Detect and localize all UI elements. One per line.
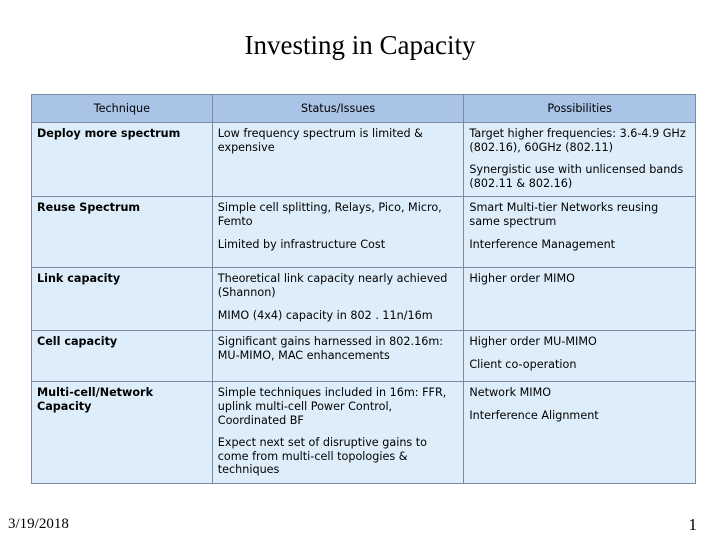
status-text: Theoretical link capacity nearly achieved (Shannon) [217,272,448,299]
status-cell [212,331,464,382]
status-cell [212,197,464,268]
footer-date: 3/19/2018 [8,516,69,532]
status-cell [212,123,464,197]
possibility-text: Synergistic use with unlicensed bands (802.11 & 802.16) [469,163,684,190]
header-technique: Technique [32,95,213,123]
status-text: Limited by infrastructure Cost [217,237,386,251]
table-row [32,382,696,484]
technique-cell: Deploy more spectrum [32,123,213,197]
possibility-text: Client co-operation [469,357,577,371]
technique-cell: Reuse Spectrum [32,197,213,268]
technique-cell: Cell capacity [32,331,213,382]
table-row [32,268,696,331]
possibilities-cell [464,123,696,197]
status-text: Simple techniques included in 16m: FFR, uplink multi-cell Power Control, Coordinated BF [217,386,447,427]
page-number: 1 [688,515,697,534]
technique-cell: Link capacity [32,268,213,331]
status-text: Significant gains harnessed in 802.16m: MU-MIMO, MAC enhancements [217,335,443,362]
table-header-row [32,95,696,123]
possibility-text: Higher order MU-MIMO [469,335,597,349]
header-status-issues: Status/Issues [212,95,464,123]
possibility-text: Interference Management [469,237,616,251]
table-row [32,197,696,268]
slide-title: Investing in Capacity [244,30,476,60]
technique-cell: Multi-cell/Network Capacity [32,382,213,484]
status-cell [212,382,464,484]
status-text: Simple cell splitting, Relays, Pico, Micro, Femto [217,201,442,228]
header-possibilities: Possibilities [464,95,696,123]
possibilities-cell [464,382,696,484]
possibility-text: Smart Multi-tier Networks reusing same spectrum [469,201,659,228]
table-row [32,123,696,197]
status-text: MIMO (4x4) capacity in 802 . 11n/16m [217,308,433,322]
possibilities-cell [464,197,696,268]
status-cell [212,268,464,331]
possibility-text: Target higher frequencies: 3.6-4.9 GHz (802.16), 60GHz (802.11) [469,127,686,154]
possibilities-cell [464,268,696,331]
status-text: Low frequency spectrum is limited & expensive [217,127,423,154]
possibility-text: Network MIMO [469,386,552,400]
possibility-text: Interference Alignment [469,408,599,422]
possibility-text: Higher order MIMO [469,272,575,286]
status-text: Expect next set of disruptive gains to come from multi-cell topologies & techniques [217,436,428,477]
possibilities-cell [464,331,696,382]
capacity-table [31,94,696,484]
table-row [32,331,696,382]
